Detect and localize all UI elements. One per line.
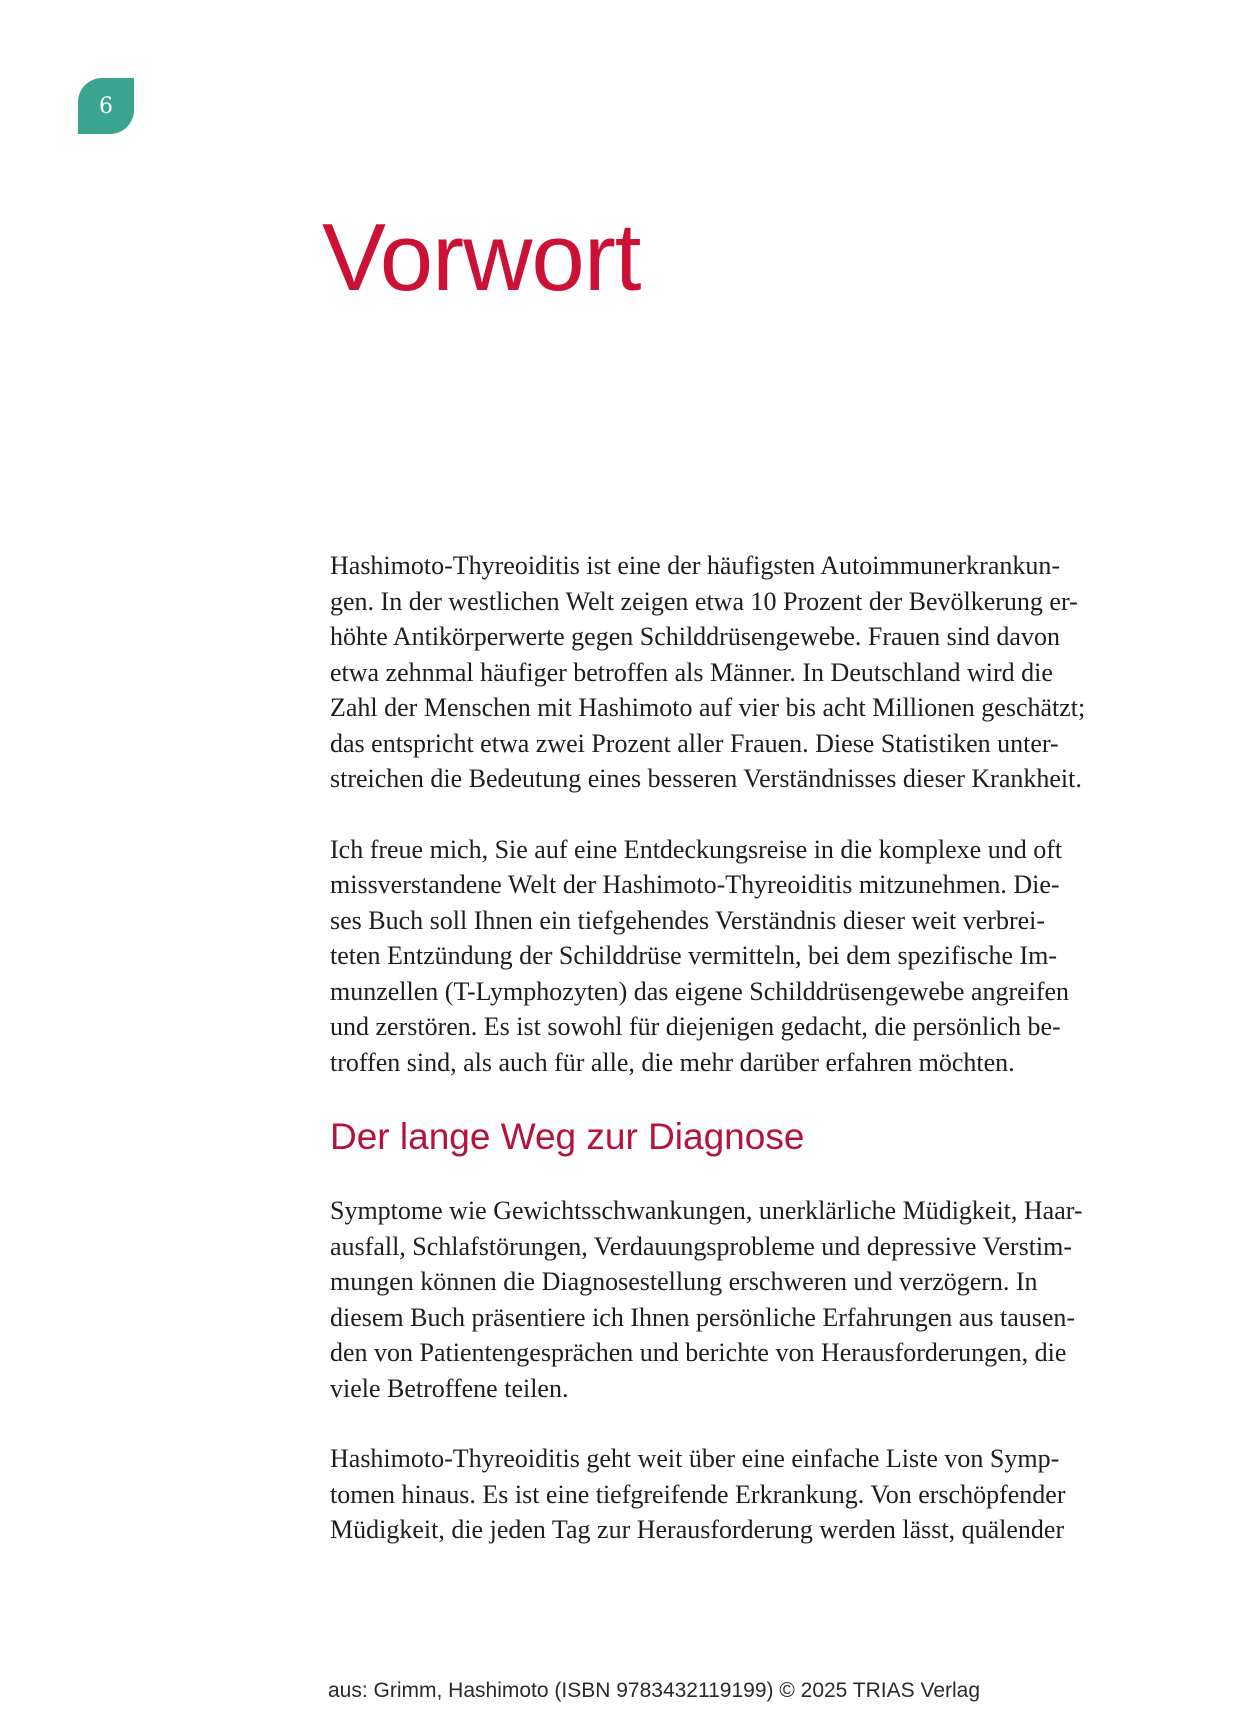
text-line: diesem Buch präsentiere ich Ihnen persönliche Erfahrungen aus tausen- bbox=[330, 1302, 1076, 1332]
text-line: etwa zehnmal häufiger betroffen als Männer. In Deutschland wird die bbox=[330, 657, 1053, 687]
text-line: und zerstören. Es ist sowohl für diejenigen gedacht, die persönlich be- bbox=[330, 1012, 1061, 1041]
text-line: missverstandene Welt der Hashimoto-Thyreoiditis mitzunehmen. Die- bbox=[330, 870, 1060, 899]
page-number: 6 bbox=[99, 93, 113, 119]
text-line: höhte Antikörperwerte gegen Schilddrüsengewebe. Frauen sind davon bbox=[330, 622, 1060, 651]
paragraph-section-1 bbox=[330, 1193, 1160, 1406]
page-number-badge bbox=[78, 78, 134, 134]
text-line: troffen sind, als auch für alle, die mehr darüber erfahren möchten. bbox=[330, 1047, 1015, 1077]
text-line: Zahl der Menschen mit Hashimoto auf vier bis acht Millionen geschätzt; bbox=[330, 693, 1086, 722]
text-line: munzellen (T-Lymphozyten) das eigene Schilddrüsengewebe angreifen bbox=[330, 976, 1070, 1006]
text-line: streichen die Bedeutung eines besseren Verständnisses dieser Krankheit. bbox=[330, 764, 1082, 793]
text-line: Ich freue mich, Sie auf eine Entdeckungsreise in die komplexe und oft bbox=[330, 834, 1063, 864]
text-line: gen. In der westlichen Welt zeigen etwa 10 Prozent der Bevölkerung er- bbox=[330, 586, 1078, 616]
text-line: viele Betroffene teilen. bbox=[330, 1373, 569, 1403]
chapter-title: Vorwort bbox=[322, 204, 641, 311]
text-line: ses Buch soll Ihnen ein tiefgehendes Verständnis dieser weit verbrei- bbox=[330, 905, 1046, 935]
paragraph-section-2 bbox=[330, 1441, 1160, 1548]
text-line: Hashimoto-Thyreoiditis ist eine der häufigsten Autoimmunerkrankun- bbox=[330, 551, 1061, 580]
text-line: Symptome wie Gewichtsschwankungen, unerklärliche Müdigkeit, Haar- bbox=[330, 1196, 1083, 1225]
section-heading: Der lange Weg zur Diagnose bbox=[330, 1116, 805, 1157]
text-line: Hashimoto-Thyreoiditis geht weit über eine einfache Liste von Symp- bbox=[330, 1444, 1060, 1473]
paragraph-intro-1 bbox=[330, 548, 1160, 797]
text-line: mungen können die Diagnosestellung erschweren und verzögern. In bbox=[330, 1267, 1038, 1296]
body-text bbox=[330, 548, 1160, 1583]
text-line: ausfall, Schlafstörungen, Verdauungsprobleme und depressive Verstim- bbox=[330, 1231, 1073, 1261]
text-line: teten Entzündung der Schilddrüse vermitteln, bei dem spezifische Im- bbox=[330, 941, 1058, 970]
text-line: den von Patientengesprächen und berichte von Herausforderungen, die bbox=[330, 1338, 1067, 1367]
source-footer: aus: Grimm, Hashimoto (ISBN 9783432119199) © 2025 TRIAS Verlag bbox=[328, 1679, 981, 1702]
text-line: das entspricht etwa zwei Prozent aller Frauen. Diese Statistiken unter- bbox=[330, 728, 1059, 758]
text-line: Müdigkeit, die jeden Tag zur Herausforderung werden lässt, quälender bbox=[330, 1515, 1065, 1544]
paragraph-intro-2 bbox=[330, 832, 1160, 1081]
text-line: tomen hinaus. Es ist eine tiefgreifende Erkrankung. Von erschöpfender bbox=[330, 1479, 1066, 1509]
